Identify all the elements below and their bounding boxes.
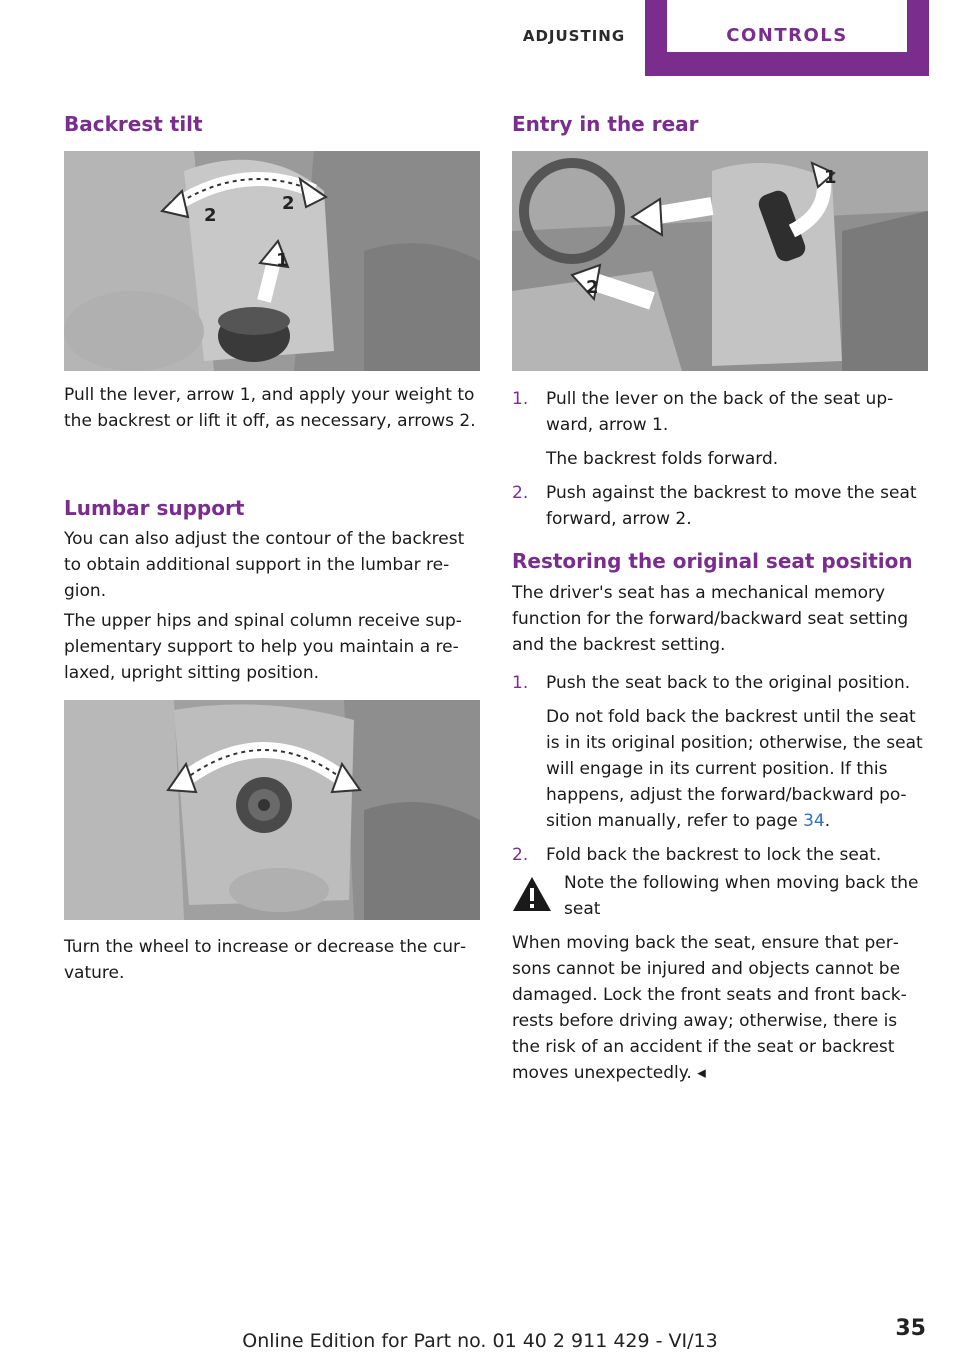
backrest-tilt-text: Pull the lever, arrow 1, and apply your weight to the backrest or lift it off, as necessary, arrows 2. bbox=[64, 385, 476, 431]
lumbar-paragraph-1: You can also adjust the contour of the backrest to obtain additional support in the lumbar region. bbox=[64, 529, 465, 601]
lumbar-wheel-text: Turn the wheel to increase or decrease the curvature. bbox=[64, 937, 467, 983]
entry-step-1-number: 1. bbox=[512, 389, 529, 409]
restore-step-1-subtext bbox=[546, 704, 930, 834]
backrest-tilt-heading: Backrest tilt bbox=[64, 112, 203, 136]
lumbar-paragraph-2: The upper hips and spinal column receive supplementary support to help you maintain a relaxed, upright sitting position. bbox=[64, 611, 462, 683]
restore-steps-list bbox=[512, 670, 930, 868]
fig1-label-2b: 2 bbox=[282, 193, 295, 214]
restore-step-2-text: Fold back the backrest to lock the seat. bbox=[546, 845, 882, 865]
backrest-tilt-figure bbox=[64, 151, 480, 371]
end-marker-icon: ◂ bbox=[697, 1063, 706, 1083]
entry-step-2-number: 2. bbox=[512, 483, 529, 503]
restore-step-2-number: 2. bbox=[512, 845, 529, 865]
restore-step-1-text: Push the seat back to the original position. bbox=[546, 673, 911, 693]
lumbar-support-figure bbox=[64, 700, 480, 920]
warning-title: Note the following when moving back the seat bbox=[564, 873, 919, 919]
entry-step-1 bbox=[512, 386, 930, 472]
fig3-label-2: 2 bbox=[586, 277, 599, 298]
page-number: 35 bbox=[895, 1316, 926, 1341]
entry-step-2-text: Push against the backrest to move the seat forward, arrow 2. bbox=[546, 483, 917, 529]
warning-icon bbox=[512, 876, 552, 912]
entry-step-1-subtext: The backrest folds forward. bbox=[546, 449, 779, 469]
page-reference-link[interactable]: 34 bbox=[803, 811, 825, 831]
restore-step-1-subtext-body: Do not fold back the backrest until the seat is in its original position; otherwise, the seat will engage in its current position. If this happens, adjust the forward/backward position manually, refer to page bbox=[546, 707, 923, 831]
edition-footer: Online Edition for Part no. 01 40 2 911 429 - VI/13 bbox=[242, 1330, 718, 1352]
restore-step-1 bbox=[512, 670, 930, 834]
entry-steps-list bbox=[512, 386, 930, 532]
warning-text-body: When moving back the seat, ensure that persons cannot be injured and objects cannot be damaged. Lock the front seats and front backrests before driving away; otherwise, there is the risk of an accident if the seat or backrest moves unexpectedly. bbox=[512, 933, 907, 1083]
chapter-tab-label: CONTROLS bbox=[667, 0, 907, 52]
entry-rear-heading: Entry in the rear bbox=[512, 112, 699, 136]
section-label: ADJUSTING bbox=[522, 27, 626, 45]
restore-step-1-subtext-end: . bbox=[824, 811, 831, 831]
restore-intro: The driver's seat has a mechanical memory function for the forward/backward seat setting and the backrest setting. bbox=[512, 583, 909, 655]
fig1-label-2a: 2 bbox=[204, 205, 217, 226]
entry-step-2 bbox=[512, 480, 930, 532]
lumbar-support-heading: Lumbar support bbox=[64, 496, 245, 520]
chapter-tab[interactable] bbox=[645, 0, 929, 76]
fig3-label-1: 1 bbox=[824, 167, 837, 188]
fig1-label-1: 1 bbox=[276, 250, 289, 271]
restore-heading: Restoring the original seat position bbox=[512, 549, 913, 573]
entry-step-1-text: Pull the lever on the back of the seat upward, arrow 1. bbox=[546, 389, 894, 435]
restore-step-2 bbox=[512, 842, 930, 868]
restore-step-1-number: 1. bbox=[512, 673, 529, 693]
warning-text bbox=[512, 930, 930, 1086]
entry-rear-figure bbox=[512, 151, 928, 371]
